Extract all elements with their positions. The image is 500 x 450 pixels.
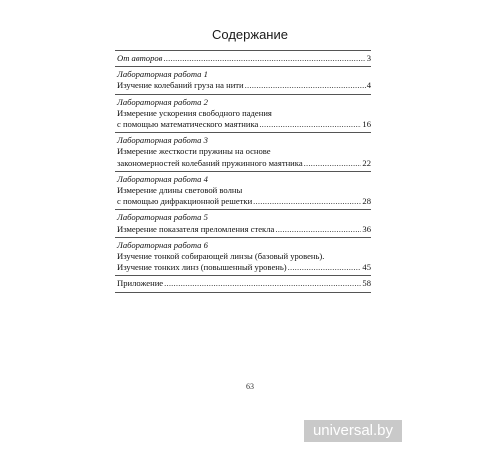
- toc-page-number: 58: [362, 278, 371, 289]
- toc-section-lab-5: [115, 210, 371, 237]
- toc-entry-line: Измерение жесткости пружины на основе: [117, 146, 271, 157]
- toc-page-number: 36: [362, 223, 371, 234]
- toc-entry-text: с помощью математического маятника: [117, 119, 259, 130]
- lab-label: Лабораторная работа 2: [117, 96, 208, 107]
- toc-section-lab-1: [115, 67, 371, 94]
- toc-section-lab-4: [115, 172, 371, 211]
- dot-leader: [275, 224, 361, 235]
- toc-entry-text: От авторов: [117, 53, 163, 63]
- toc-page-number: 3: [366, 53, 371, 63]
- toc-entry-appendix: [115, 276, 371, 292]
- toc-entry-authors: [115, 50, 371, 67]
- watermark-logo: universal.by: [304, 420, 402, 442]
- toc-entry-text: закономерностей колебаний пружинного маятника: [117, 157, 303, 168]
- toc-section-lab-3: [115, 133, 371, 172]
- lab-label: Лабораторная работа 1: [117, 69, 208, 80]
- lab-label: Лабораторная работа 6: [117, 239, 208, 250]
- lab-label: Лабораторная работа 4: [117, 173, 208, 184]
- lab-label: Лабораторная работа 5: [117, 212, 208, 223]
- toc-page-number: 28: [362, 196, 371, 207]
- toc-entry-line: Измерение ускорения свободного падения: [117, 107, 272, 118]
- dot-leader: [253, 196, 361, 207]
- toc-entry-text: с помощью дифракционной решетки: [117, 196, 253, 207]
- toc-entry-text: Изучение колебаний груза на нити: [117, 80, 244, 91]
- toc-entry-text: Измерение показателя преломления стекла: [117, 223, 275, 234]
- toc-entry-line: Измерение длины световой волны: [117, 185, 243, 196]
- dot-leader: [164, 278, 361, 289]
- dot-leader: [304, 158, 362, 169]
- dot-leader: [288, 262, 362, 273]
- toc-entry-line: Изучение тонкой собирающей линзы (базовый уровень).: [117, 251, 325, 262]
- toc-page-number: 16: [362, 119, 371, 130]
- dot-leader: [259, 119, 361, 130]
- dot-leader: [163, 53, 365, 64]
- toc-entry-text: Изучение тонких линз (повышенный уровень): [117, 262, 287, 273]
- toc-page-number: 45: [362, 262, 371, 273]
- dot-leader: [245, 80, 366, 91]
- lab-label: Лабораторная работа 3: [117, 135, 208, 146]
- toc-section-lab-2: [115, 95, 371, 134]
- toc-entry-text: Приложение: [117, 278, 164, 289]
- toc-section-lab-6: [115, 238, 371, 277]
- toc-page-number: 22: [362, 157, 371, 168]
- toc-page-number: 4: [366, 80, 371, 91]
- table-of-contents: [115, 50, 371, 293]
- page-title: Содержание: [212, 27, 288, 42]
- page-number: 63: [246, 382, 254, 391]
